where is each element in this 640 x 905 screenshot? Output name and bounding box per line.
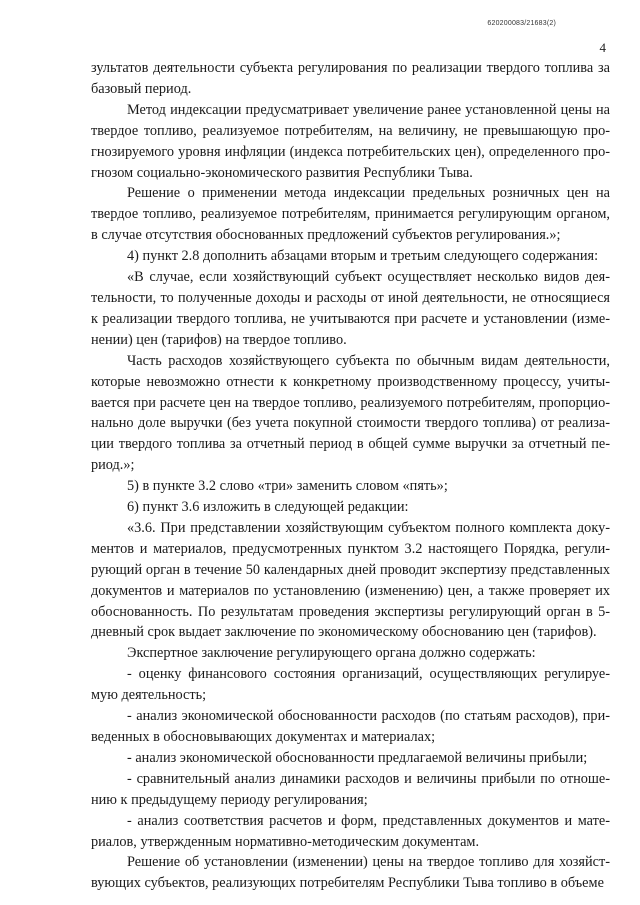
paragraph-item-4: 4) пункт 2.8 дополнить абзацами вторым и третьим следующего содержания: (127, 248, 599, 265)
page-number: 4 (599, 40, 606, 55)
document-body (91, 58, 610, 894)
paragraph-indexation-decision: Решение о применении метода индексации предельных розничных цен на твердое топливо, реализуемое потребителям, принимается регулирующим органом, в случае отсутствия обоснованных предложений субъектов регулирования.»; (91, 185, 610, 244)
list-item-dynamics-analysis: - сравнительный анализ динамики расходов и величины прибыли по отношению к предыдущему периоду регулирования; (91, 770, 610, 808)
paragraph-multiple-activities: «В случае, если хозяйствующий субъект осуществляет несколько видов деятельности, то полученные доходы и расходы от иной деятельности, не относящиеся к реализации твердого топлива, не учитываются при расчете и установлении (изменении) цен (тарифов) на твердое топливо. (91, 269, 610, 348)
list-item-financial-state: - оценку финансового состояния организаций, осуществляющих регулируемую деятельность; (91, 666, 610, 704)
paragraph-item-5: 5) в пункте 3.2 слово «три» заменить словом «пять»; (127, 478, 448, 495)
list-item-compliance-analysis: - анализ соответствия расчетов и форм, представленных документов и материалов, утвержденным нормативно-методическим документам. (91, 812, 610, 850)
paragraph-item-6: 6) пункт 3.6 изложить в следующей редакции: (127, 499, 409, 516)
list-item-expense-analysis: - анализ экономической обоснованности расходов (по статьям расходов), приведенных в обосновывающих документах и материалах; (91, 708, 610, 745)
paragraph-indexation-method: Метод индексации предусматривает увеличение ранее установленной цены на твердое топливо, реализуемое потребителям, на величину, не превышающую прогнозируемого уровня инфляции (индекса потребительских цен), определенного прогнозом социально-экономического развития Республики Тыва. (91, 101, 610, 181)
paragraph-expense-share: Часть расходов хозяйствующего субъекта по обычным видам деятельности, которые невозможно отнести к конкретному производственному процессу, учитывается при расчете цен на твердое топливо, реализуемого потребителям, пропорционально доле выручки (без учета покупной стоимости твердого топлива) от реализации твердого топлива за отчетный период в общей сумме выручки за отчетный период.»; (91, 352, 610, 474)
list-item-profit-analysis: - анализ экономической обоснованности предлагаемой величины прибыли; (127, 749, 588, 766)
paragraph-clause-3-6: «3.6. При представлении хозяйствующим субъектом полного комплекта документов и материалов, предусмотренных пунктом 3.2 настоящего Порядка, регулирующий орган в течение 50 календарных дней проводит экспертизу представленных документов и материалов по установлению (изменению) цен, а также проверяет их обоснованность. По результатам проведения экспертизы регулирующий орган в 5-дневный срок выдает заключение по экономическому обоснованию цен (тарифов). (91, 519, 610, 641)
paragraph-price-decision: Решение об установлении (изменении) цены на твердое топливо для хозяйствующих субъектов, реализующих потребителям Республики Тыва топливо в объеме (91, 854, 610, 892)
document-code: 620200083/21683(2) (487, 20, 556, 27)
paragraph-expert-conclusion: Экспертное заключение регулирующего органа должно содержать: (127, 645, 536, 662)
paragraph-continuation: зультатов деятельности субъекта регулирования по реализации твердого топлива за базовый период. (91, 60, 610, 97)
